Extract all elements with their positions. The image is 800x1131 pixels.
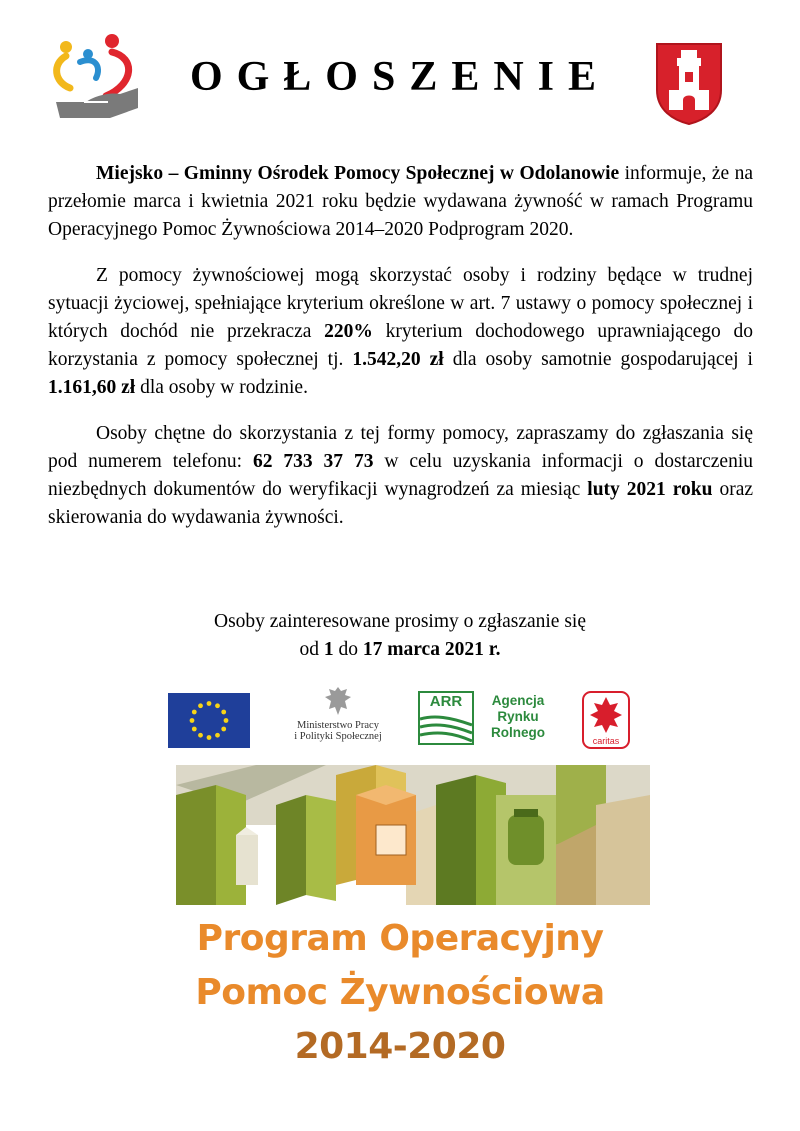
arr-abbreviation: ARR (429, 693, 463, 710)
program-years: 2014-2020 (294, 1026, 506, 1067)
eligibility-text-4: dla osoby w rodzinie. (135, 377, 308, 398)
eu-star-icon (198, 703, 203, 708)
single-income-limit: 1.542,20 zł (352, 349, 444, 370)
page-title: OGŁOSZENIE (189, 54, 611, 100)
registration-note (100, 608, 700, 664)
eagle-emblem-icon (323, 685, 353, 717)
paragraph-eligibility (48, 262, 753, 402)
eligibility-text-2: kryterium dochodowego uprawniającego do korzystania z pomocy społecznej tj. (48, 321, 753, 370)
eu-star-icon (190, 718, 195, 723)
family-income-limit: 1.161,60 zł (48, 377, 136, 398)
arr-box (418, 691, 474, 745)
contact-text-1: Osoby chętne do skorzystania z tej formy pomocy, zapraszamy do zgłaszania się pod numerem telefonu: (48, 423, 753, 472)
eu-star-icon (198, 733, 203, 738)
intro-text: informuje, że na przełomie marca i kwietnia 2021 roku będzie wydawana żywność w ramach Programu Operacyjnego Pomoc Żywnościowa 2014–2020 Podprogram 2020. (48, 163, 753, 240)
ministry-name-line-1: Ministerstwo Pracy (297, 720, 379, 731)
note-to: do (333, 639, 363, 660)
announcement-body (48, 160, 753, 550)
eu-star-icon (192, 727, 197, 732)
program-title (100, 912, 700, 1074)
ministry-name-line-2: i Polityki Społecznej (294, 731, 382, 742)
eligibility-text-3: dla osoby samotnie gospodarującej i (443, 349, 753, 370)
note-line-1: Osoby zainteresowane prosimy o zgłaszanie się (213, 611, 586, 632)
income-percent: 220% (324, 321, 373, 342)
caritas-label: caritas (592, 736, 620, 746)
paragraph-intro (48, 160, 753, 244)
paragraph-contact (48, 420, 753, 532)
arr-name-line-3: Rolnego (491, 725, 545, 740)
eu-star-icon (221, 710, 226, 715)
eu-flag-icon (168, 693, 250, 748)
program-title-line-2: Pomoc Żywnościowa (195, 972, 605, 1013)
eu-star-icon (224, 718, 229, 723)
note-end-date: 17 marca 2021 r. (362, 639, 501, 660)
note-from: od (299, 639, 324, 660)
eu-star-icon (207, 701, 212, 706)
phone-number: 62 733 37 73 (252, 451, 374, 472)
institution-name: Miejsko – Gminny Ośrodek Pomocy Społecznej w Odolanowie (96, 163, 620, 184)
arr-name-line-2: Rynku (497, 709, 539, 724)
month-label: luty 2021 roku (587, 479, 713, 500)
food-products-banner-icon (176, 765, 650, 935)
heart-hands-logo-icon (50, 32, 140, 124)
program-title-line-1: Program Operacyjny (196, 918, 604, 959)
arr-full-name (478, 693, 558, 741)
arr-name-line-1: Agencja (491, 693, 545, 708)
eu-star-icon (221, 727, 226, 732)
note-start-day: 1 (323, 639, 334, 660)
sponsor-logos (0, 685, 800, 755)
eu-star-icon (215, 703, 220, 708)
eu-star-icon (192, 710, 197, 715)
note-line-2 (100, 636, 700, 664)
field-stripes-icon (420, 711, 472, 743)
contact-text-2: w celu uzyskania informacji o dostarczeniu niezbędnych dokumentów do weryfikacji wynagrodzeń za miesiąc (48, 451, 753, 500)
contact-text-3: oraz skierowania do wydawania żywności. (48, 479, 754, 528)
eligibility-text-1: Z pomocy żywnościowej mogą skorzystać osoby i rodziny będące w trudnej sytuacji życiowej, spełniające kryterium określone w art. 7 ustawy o pomocy społecznej i których dochód nie przekracza (48, 265, 753, 342)
header (0, 0, 800, 135)
caritas-logo-icon (582, 691, 630, 749)
ministry-logo (282, 685, 394, 755)
eu-star-icon (215, 733, 220, 738)
arr-logo (418, 691, 558, 746)
coat-of-arms-tower-icon (655, 42, 723, 126)
eu-star-icon (207, 735, 212, 740)
